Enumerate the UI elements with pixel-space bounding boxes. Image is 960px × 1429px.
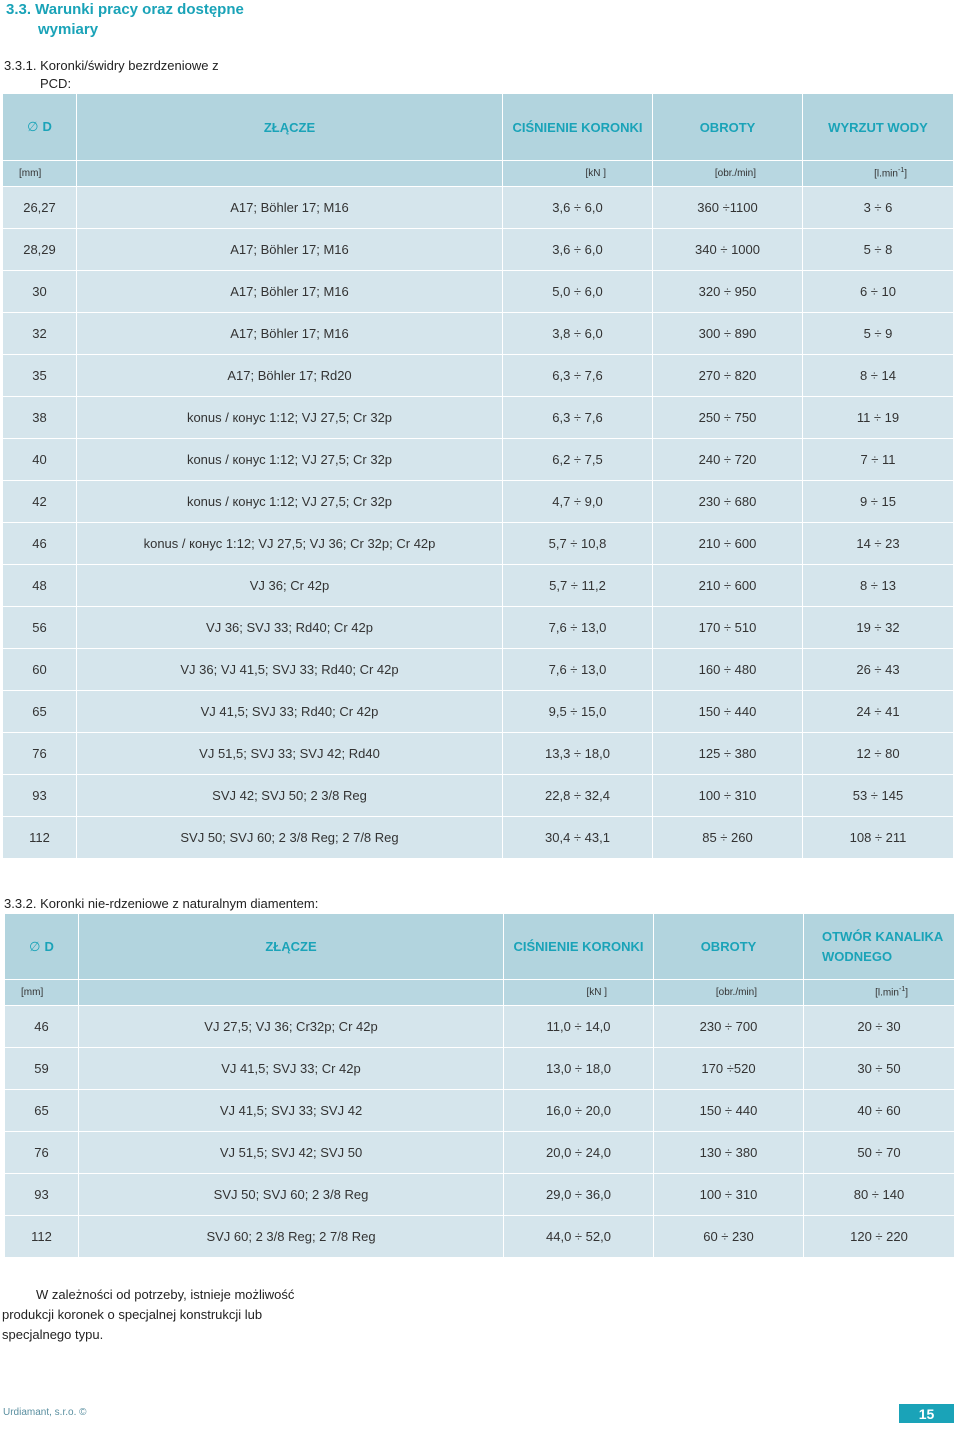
cell-diameter: 56 bbox=[3, 607, 77, 649]
cell-diameter: 112 bbox=[3, 817, 77, 859]
unit-diameter: [mm] bbox=[3, 161, 77, 187]
units-row bbox=[3, 161, 954, 187]
cell-rpm: 160 ÷ 480 bbox=[653, 649, 803, 691]
table-header-row bbox=[3, 94, 954, 161]
cell-connector: VJ 36; SVJ 33; Rd40; Cr 42p bbox=[77, 607, 503, 649]
table-row bbox=[5, 1174, 955, 1216]
cell-water: 7 ÷ 11 bbox=[803, 439, 954, 481]
cell-pressure: 44,0 ÷ 52,0 bbox=[504, 1216, 654, 1258]
cell-water: 8 ÷ 14 bbox=[803, 355, 954, 397]
cell-pressure: 5,0 ÷ 6,0 bbox=[503, 271, 653, 313]
diameter-icon: ∅ bbox=[29, 938, 41, 954]
cell-pressure: 22,8 ÷ 32,4 bbox=[503, 775, 653, 817]
cell-water: 120 ÷ 220 bbox=[804, 1216, 955, 1258]
table-body bbox=[5, 1006, 955, 1258]
table-natural-diamond-bits bbox=[4, 913, 955, 1258]
cell-rpm: 170 ÷520 bbox=[654, 1048, 804, 1090]
cell-rpm: 100 ÷ 310 bbox=[653, 775, 803, 817]
table-row bbox=[3, 523, 954, 565]
cell-connector: VJ 41,5; SVJ 33; Cr 42p bbox=[79, 1048, 504, 1090]
header-connector: ZŁĄCZE bbox=[79, 914, 504, 980]
cell-rpm: 240 ÷ 720 bbox=[653, 439, 803, 481]
header-connector: ZŁĄCZE bbox=[77, 94, 503, 161]
note-line2: produkcji koronek o specjalnej konstrukcji lub bbox=[2, 1307, 263, 1322]
cell-connector: A17; Böhler 17; M16 bbox=[77, 229, 503, 271]
cell-water: 3 ÷ 6 bbox=[803, 187, 954, 229]
cell-water: 108 ÷ 211 bbox=[803, 817, 954, 859]
header-diameter: ∅ D bbox=[3, 94, 77, 161]
cell-diameter: 59 bbox=[5, 1048, 79, 1090]
subsection-1-line1: 3.3.1. Koronki/świdry bezrdzeniowe z bbox=[4, 58, 219, 73]
table-row bbox=[3, 565, 954, 607]
cell-connector: SVJ 50; SVJ 60; 2 3/8 Reg bbox=[79, 1174, 504, 1216]
cell-rpm: 270 ÷ 820 bbox=[653, 355, 803, 397]
cell-pressure: 6,2 ÷ 7,5 bbox=[503, 439, 653, 481]
cell-water: 80 ÷ 140 bbox=[804, 1174, 955, 1216]
cell-connector: konus / конус 1:12; VJ 27,5; Cr 32p bbox=[77, 439, 503, 481]
cell-pressure: 13,0 ÷ 18,0 bbox=[504, 1048, 654, 1090]
cell-diameter: 35 bbox=[3, 355, 77, 397]
cell-water: 12 ÷ 80 bbox=[803, 733, 954, 775]
cell-diameter: 65 bbox=[3, 691, 77, 733]
cell-rpm: 340 ÷ 1000 bbox=[653, 229, 803, 271]
header-pressure: CIŚNIENIE KORONKI bbox=[504, 914, 654, 980]
cell-pressure: 7,6 ÷ 13,0 bbox=[503, 649, 653, 691]
cell-diameter: 76 bbox=[5, 1132, 79, 1174]
table-row bbox=[3, 313, 954, 355]
table-row bbox=[3, 397, 954, 439]
cell-connector: konus / конус 1:12; VJ 27,5; Cr 32p bbox=[77, 481, 503, 523]
cell-diameter: 65 bbox=[5, 1090, 79, 1132]
cell-pressure: 16,0 ÷ 20,0 bbox=[504, 1090, 654, 1132]
cell-connector: VJ 51,5; SVJ 33; SVJ 42; Rd40 bbox=[77, 733, 503, 775]
table-row bbox=[3, 481, 954, 523]
cell-rpm: 85 ÷ 260 bbox=[653, 817, 803, 859]
header-rpm: OBROTY bbox=[654, 914, 804, 980]
header-water: WYRZUT WODY bbox=[803, 94, 954, 161]
section-title-line2: wymiary bbox=[38, 21, 99, 38]
table-row bbox=[3, 187, 954, 229]
cell-rpm: 170 ÷ 510 bbox=[653, 607, 803, 649]
cell-connector: VJ 41,5; SVJ 33; SVJ 42 bbox=[79, 1090, 504, 1132]
footer-company: Urdiamant, s.r.o. © bbox=[3, 1407, 87, 1418]
cell-diameter: 48 bbox=[3, 565, 77, 607]
note-line3: specjalnego typu. bbox=[2, 1327, 104, 1342]
cell-water: 30 ÷ 50 bbox=[804, 1048, 955, 1090]
cell-diameter: 112 bbox=[5, 1216, 79, 1258]
table-row bbox=[3, 271, 954, 313]
cell-connector: SVJ 60; 2 3/8 Reg; 2 7/8 Reg bbox=[79, 1216, 504, 1258]
cell-diameter: 76 bbox=[3, 733, 77, 775]
cell-connector: SVJ 50; SVJ 60; 2 3/8 Reg; 2 7/8 Reg bbox=[77, 817, 503, 859]
cell-connector: VJ 41,5; SVJ 33; Rd40; Cr 42p bbox=[77, 691, 503, 733]
unit-diameter: [mm] bbox=[5, 980, 79, 1006]
cell-connector: konus / конус 1:12; VJ 27,5; VJ 36; Cr 32p; Cr 42p bbox=[77, 523, 503, 565]
cell-pressure: 3,8 ÷ 6,0 bbox=[503, 313, 653, 355]
cell-connector: VJ 51,5; SVJ 42; SVJ 50 bbox=[79, 1132, 504, 1174]
cell-pressure: 7,6 ÷ 13,0 bbox=[503, 607, 653, 649]
cell-diameter: 93 bbox=[5, 1174, 79, 1216]
cell-pressure: 6,3 ÷ 7,6 bbox=[503, 397, 653, 439]
units-row bbox=[5, 980, 955, 1006]
cell-diameter: 46 bbox=[3, 523, 77, 565]
cell-connector: VJ 36; Cr 42p bbox=[77, 565, 503, 607]
cell-water: 9 ÷ 15 bbox=[803, 481, 954, 523]
cell-rpm: 320 ÷ 950 bbox=[653, 271, 803, 313]
unit-pressure: [kN ] bbox=[503, 161, 653, 187]
cell-water: 5 ÷ 8 bbox=[803, 229, 954, 271]
cell-water: 20 ÷ 30 bbox=[804, 1006, 955, 1048]
cell-rpm: 150 ÷ 440 bbox=[654, 1090, 804, 1132]
cell-water: 11 ÷ 19 bbox=[803, 397, 954, 439]
cell-diameter: 38 bbox=[3, 397, 77, 439]
cell-connector: A17; Böhler 17; M16 bbox=[77, 313, 503, 355]
cell-rpm: 100 ÷ 310 bbox=[654, 1174, 804, 1216]
table-row bbox=[3, 817, 954, 859]
note-line1: W zależności od potrzeby, istnieje możliwość bbox=[36, 1287, 295, 1302]
cell-connector: konus / конус 1:12; VJ 27,5; Cr 32p bbox=[77, 397, 503, 439]
cell-rpm: 360 ÷1100 bbox=[653, 187, 803, 229]
table-row bbox=[3, 691, 954, 733]
cell-connector: VJ 36; VJ 41,5; SVJ 33; Rd40; Cr 42p bbox=[77, 649, 503, 691]
cell-diameter: 32 bbox=[3, 313, 77, 355]
unit-water: $[l.\min^{-1}]$ bbox=[803, 161, 954, 187]
section-title-line1: 3.3. Warunki pracy oraz dostępne bbox=[6, 1, 244, 18]
note-paragraph bbox=[2, 1285, 342, 1345]
cell-diameter: 42 bbox=[3, 481, 77, 523]
cell-water: 8 ÷ 13 bbox=[803, 565, 954, 607]
section-title bbox=[6, 0, 266, 40]
cell-diameter: 93 bbox=[3, 775, 77, 817]
cell-pressure: 6,3 ÷ 7,6 bbox=[503, 355, 653, 397]
cell-water: 40 ÷ 60 bbox=[804, 1090, 955, 1132]
unit-connector bbox=[79, 980, 504, 1006]
page-number: 15 bbox=[899, 1404, 954, 1423]
cell-pressure: 20,0 ÷ 24,0 bbox=[504, 1132, 654, 1174]
table-body bbox=[3, 187, 954, 859]
table-row bbox=[3, 775, 954, 817]
cell-diameter: 40 bbox=[3, 439, 77, 481]
unit-rpm: [obr./min] bbox=[653, 161, 803, 187]
cell-rpm: 230 ÷ 700 bbox=[654, 1006, 804, 1048]
cell-pressure: 3,6 ÷ 6,0 bbox=[503, 229, 653, 271]
table-row bbox=[5, 1048, 955, 1090]
cell-rpm: 125 ÷ 380 bbox=[653, 733, 803, 775]
cell-diameter: 26,27 bbox=[3, 187, 77, 229]
cell-connector: A17; Böhler 17; M16 bbox=[77, 187, 503, 229]
unit-pressure: [kN ] bbox=[504, 980, 654, 1006]
cell-diameter: 30 bbox=[3, 271, 77, 313]
table-row bbox=[5, 1090, 955, 1132]
cell-rpm: 300 ÷ 890 bbox=[653, 313, 803, 355]
cell-rpm: 250 ÷ 750 bbox=[653, 397, 803, 439]
cell-pressure: 9,5 ÷ 15,0 bbox=[503, 691, 653, 733]
cell-pressure: 5,7 ÷ 10,8 bbox=[503, 523, 653, 565]
table-row bbox=[3, 229, 954, 271]
cell-water: 50 ÷ 70 bbox=[804, 1132, 955, 1174]
cell-water: 6 ÷ 10 bbox=[803, 271, 954, 313]
cell-rpm: 230 ÷ 680 bbox=[653, 481, 803, 523]
cell-connector: VJ 27,5; VJ 36; Cr32p; Cr 42p bbox=[79, 1006, 504, 1048]
table-row bbox=[3, 733, 954, 775]
cell-diameter: 46 bbox=[5, 1006, 79, 1048]
cell-pressure: 13,3 ÷ 18,0 bbox=[503, 733, 653, 775]
header-water-channel: OTWÓR KANALIKA WODNEGO bbox=[804, 914, 955, 980]
cell-water: 19 ÷ 32 bbox=[803, 607, 954, 649]
cell-water: 26 ÷ 43 bbox=[803, 649, 954, 691]
unit-rpm: [obr./min] bbox=[654, 980, 804, 1006]
table-pcd-bits bbox=[2, 93, 954, 859]
cell-connector: A17; Böhler 17; M16 bbox=[77, 271, 503, 313]
unit-water: $[l.\min^{-1}]$ bbox=[804, 980, 955, 1006]
cell-rpm: 210 ÷ 600 bbox=[653, 565, 803, 607]
table-header-row bbox=[5, 914, 955, 980]
cell-pressure: 3,6 ÷ 6,0 bbox=[503, 187, 653, 229]
table-row bbox=[3, 355, 954, 397]
subsection-2-title: 3.3.2. Koronki nie-rdzeniowe z naturalnym diamentem: bbox=[4, 896, 319, 911]
subsection-1-line2: PCD: bbox=[40, 76, 72, 91]
cell-water: 5 ÷ 9 bbox=[803, 313, 954, 355]
table-row bbox=[5, 1132, 955, 1174]
cell-water: 53 ÷ 145 bbox=[803, 775, 954, 817]
table-row bbox=[5, 1006, 955, 1048]
cell-diameter: 60 bbox=[3, 649, 77, 691]
cell-pressure: 5,7 ÷ 11,2 bbox=[503, 565, 653, 607]
table-row bbox=[3, 439, 954, 481]
cell-pressure: 30,4 ÷ 43,1 bbox=[503, 817, 653, 859]
subsection-1-title bbox=[4, 57, 219, 93]
cell-rpm: 60 ÷ 230 bbox=[654, 1216, 804, 1258]
header-rpm: OBROTY bbox=[653, 94, 803, 161]
cell-connector: SVJ 42; SVJ 50; 2 3/8 Reg bbox=[77, 775, 503, 817]
cell-rpm: 210 ÷ 600 bbox=[653, 523, 803, 565]
cell-pressure: 29,0 ÷ 36,0 bbox=[504, 1174, 654, 1216]
cell-rpm: 130 ÷ 380 bbox=[654, 1132, 804, 1174]
cell-water: 24 ÷ 41 bbox=[803, 691, 954, 733]
unit-connector bbox=[77, 161, 503, 187]
cell-diameter: 28,29 bbox=[3, 229, 77, 271]
cell-pressure: 11,0 ÷ 14,0 bbox=[504, 1006, 654, 1048]
diameter-icon: ∅ bbox=[27, 119, 39, 134]
header-pressure: CIŚNIENIE KORONKI bbox=[503, 94, 653, 161]
cell-connector: A17; Böhler 17; Rd20 bbox=[77, 355, 503, 397]
table-row bbox=[5, 1216, 955, 1258]
table-row bbox=[3, 607, 954, 649]
header-diameter: ∅ D bbox=[5, 914, 79, 980]
cell-water: 14 ÷ 23 bbox=[803, 523, 954, 565]
table-row bbox=[3, 649, 954, 691]
cell-pressure: 4,7 ÷ 9,0 bbox=[503, 481, 653, 523]
cell-rpm: 150 ÷ 440 bbox=[653, 691, 803, 733]
